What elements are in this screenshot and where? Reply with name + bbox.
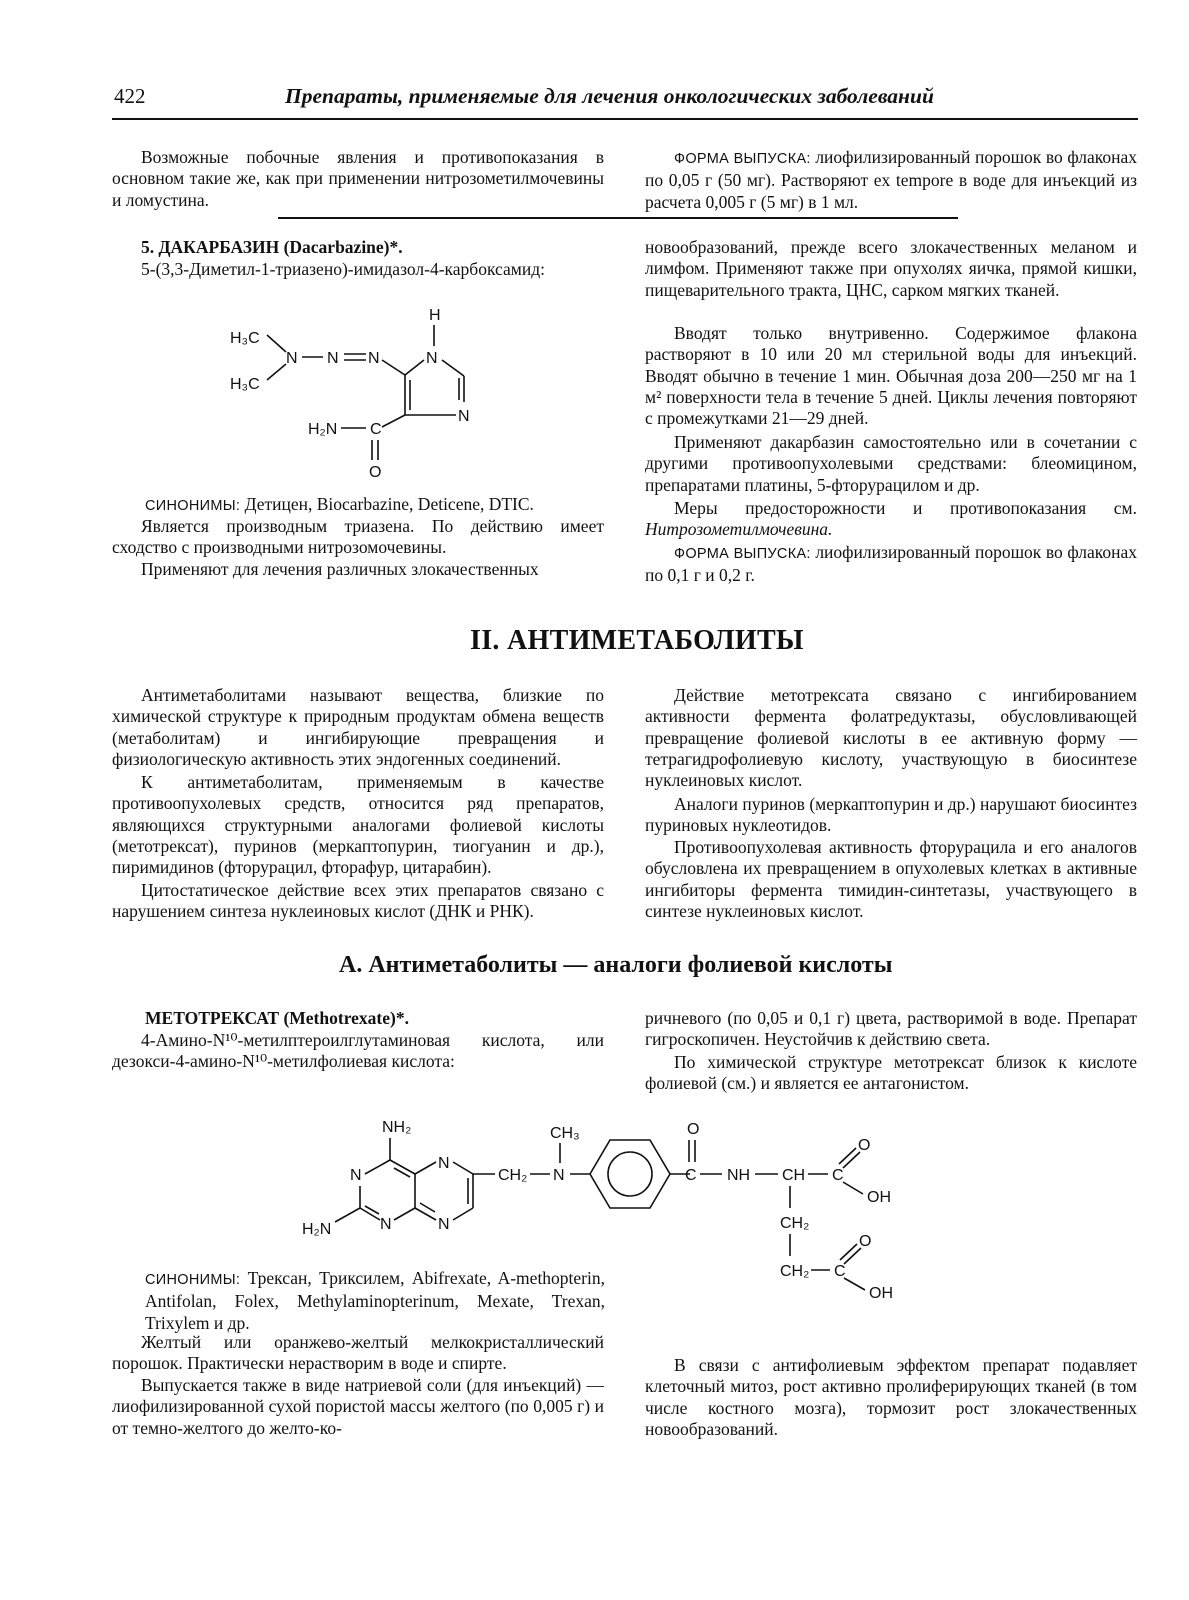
bond — [335, 1208, 360, 1222]
label-n2: N — [327, 350, 339, 367]
label-oh-acid-2: OH — [869, 1285, 893, 1302]
section-left-paragraph-2: К антиметаболитам, применяемым в качестве противоопухолевых средств, относится ряд препаратов, являющихся структурными аналогами фолиевой кислоты (метотрексат), пуринов (меркаптопурин, тиогуанин и др.), пиримидинов (фторурацил, фторафур, цитарабин). — [112, 772, 604, 878]
dacarbazine-structure — [220, 300, 510, 480]
label-h3c-top: H₃C — [230, 330, 260, 347]
methotrexate-chem-name: 4-Амино-N¹⁰-метилптероилглутаминовая кислота, или дезокси-4-амино-N¹⁰-метилфолиевая кислота: — [112, 1030, 604, 1072]
section-title: II. АНТИМЕТАБОЛИТЫ — [470, 625, 804, 656]
bond — [844, 1278, 865, 1290]
methotrexate-right-paragraph-1: ричневого (по 0,05 и 0,1 г) цвета, растворимой в воде. Препарат гигроскопичен. Неустойчив к действию света. — [645, 1008, 1137, 1050]
bond — [267, 364, 286, 380]
methotrexate-right-paragraph-2: По химической структуре метотрексат близок к кислоте фолиевой (см.) и является ее антагонистом. — [645, 1052, 1137, 1094]
precautions-text: Меры предосторожности и противопоказания см. — [674, 498, 1137, 518]
form-text: лиофилизированный порошок во флаконах по 0,1 г и 0,2 г. — [645, 542, 1137, 586]
bond — [394, 1208, 415, 1220]
bond — [840, 1244, 857, 1260]
label-n-ring-1: N — [426, 350, 438, 367]
label-o-acid-2: O — [859, 1233, 872, 1250]
label-ch: CH — [782, 1167, 806, 1184]
header-rule — [112, 118, 1138, 120]
section-left-paragraph-3: Цитостатическое действие всех этих препаратов связано с нарушением синтеза нуклеиновых кислот (ДНК и РНК). — [112, 880, 604, 922]
label-n3: N — [368, 350, 380, 367]
methotrexate-right-paragraph-3: В связи с антифолиевым эффектом препарат подавляет клеточный митоз, рост активно пролиферирующих тканей (в том числе костного мозга), тормозит рост злокачественных новообразований. — [645, 1355, 1137, 1439]
section-right-paragraph-1: Действие метотрексата связано с ингибированием активности фермента фолатредуктазы, обусловливающей превращение фолиевой кислоты в ее активную форму — тетрагидрофолиевую кислоту, участвующую в биосинтезе нуклеиновых кислот. — [645, 685, 1137, 791]
running-title: Препараты, применяемые для лечения онкологических заболеваний — [285, 84, 934, 108]
subsection-title: А. Антиметаболиты — аналоги фолиевой кислоты — [339, 952, 893, 978]
bond — [839, 1148, 856, 1164]
methotrexate-synonyms — [145, 1268, 605, 1334]
label-n1: N — [286, 350, 298, 367]
dacarbazine-synonyms — [145, 494, 605, 517]
bond — [405, 360, 424, 375]
bond — [453, 1208, 473, 1220]
methotrexate-title: МЕТОТРЕКСАТ (Methotrexate)*. — [145, 1008, 409, 1028]
dacarbazine-title: 5. ДАКАРБАЗИН (Dacarbazine)*. — [141, 237, 403, 257]
label-ch2-chain-2: CH₂ — [780, 1263, 810, 1280]
bond — [267, 335, 286, 352]
label-n: N — [380, 1216, 392, 1233]
page-number: 422 — [114, 84, 146, 108]
synonyms-text: Детицен, Biocarbazine, Deticene, DTIC. — [240, 494, 534, 514]
precautions-reference: Нитрозометилмочевина. — [645, 519, 833, 540]
label-o: O — [369, 464, 382, 480]
bond — [442, 360, 464, 376]
label-h3c-bottom: H₃C — [230, 376, 260, 393]
label-ch2: CH₂ — [498, 1167, 528, 1184]
label-c-acid-2: C — [834, 1263, 846, 1280]
label-nh: NH — [727, 1167, 751, 1184]
bond — [453, 1162, 473, 1174]
label-o-acid: O — [858, 1137, 871, 1154]
synonyms-label: СИНОНИМЫ: — [145, 1272, 241, 1288]
bond — [843, 1182, 863, 1194]
bond — [382, 415, 405, 427]
section-left-paragraph-1: Антиметаболитами называют вещества, близкие по химической структуре к природным продуктам обмена веществ (метаболитам) и ингибирующие превращения и физиологическую активность этих эндогенных соединений. — [112, 685, 604, 769]
dacarbazine-chem-name: 5-(3,3-Диметил-1-триазено)-имидазол-4-карбоксамид: — [141, 259, 545, 279]
label-n: N — [350, 1167, 362, 1184]
dacarbazine-form — [645, 542, 1137, 587]
dacarbazine-right-paragraph-4 — [645, 498, 1137, 541]
dacarbazine-paragraph-1: Является производным триазена. По действию имеет сходство с производными нитрозомочевины. — [112, 516, 604, 558]
dacarbazine-right-paragraph-3: Применяют дакарбазин самостоятельно или в сочетании с другими противоопухолевыми средствами: блеомицином, препаратами платины, 5-фторурацилом и др. — [645, 432, 1137, 495]
form-label: ФОРМА ВЫПУСКА: — [674, 546, 811, 562]
form-release-label: ФОРМА ВЫПУСКА: — [674, 151, 811, 167]
synonyms-text: Трексан, Триксилем, Abifrexate, A-methopterin, Antifolan, Folex, Methylaminopterinum, Mexate, Trexan, Trixylem и др. — [145, 1268, 605, 1333]
dacarbazine-right-paragraph-1: новообразований, прежде всего злокачественных меланом и лимфом. Применяют также при опухолях яичка, прямой кишки, пищеварительного тракта, ЦНС, сарком мягких тканей. — [645, 237, 1137, 300]
side-effects-paragraph: Возможные побочные явления и противопоказания в основном такие же, как при применении нитрозометилмочевины и ломустина. — [112, 147, 604, 210]
dacarbazine-paragraph-2: Применяют для лечения различных злокачественных — [141, 559, 539, 579]
bond — [415, 1162, 436, 1174]
label-c: C — [370, 421, 382, 438]
label-oh-acid: OH — [867, 1189, 891, 1206]
form-release-paragraph — [645, 147, 1137, 213]
bond — [844, 1248, 861, 1264]
label-nh2: NH₂ — [382, 1119, 412, 1136]
methotrexate-paragraph-1: Желтый или оранжево-желтый мелкокристаллический порошок. Практически нерастворим в воде и спирте. — [112, 1332, 604, 1374]
label-n: N — [438, 1216, 450, 1233]
label-ch3: CH₃ — [550, 1125, 580, 1142]
benzene-circle — [608, 1152, 652, 1196]
bond — [382, 360, 405, 375]
label-c-acid: C — [832, 1167, 844, 1184]
label-o-amide: O — [687, 1121, 700, 1138]
label-h2n: H₂N — [308, 421, 338, 438]
label-c-amide: C — [685, 1167, 697, 1184]
bond — [420, 1203, 435, 1212]
benzene-ring — [590, 1140, 670, 1208]
section-divider — [278, 217, 958, 219]
label-n-ring-2: N — [458, 408, 470, 425]
form-release-text: лиофилизированный порошок во флаконах по 0,05 г (50 мг). Растворяют ex tempore в воде для инъекций из расчета 0,005 г (5 мг) в 1 мл. — [645, 147, 1137, 212]
bond — [365, 1160, 390, 1174]
label-n: N — [438, 1155, 450, 1172]
bond — [843, 1152, 860, 1168]
section-right-paragraph-3: Противоопухолевая активность фторурацила и его аналогов обусловлена их превращением в опухолевых клетках в активные ингибиторы фермента тимидин-синтетазы, участвующего в синтезе нуклеиновых кислот. — [645, 837, 1137, 921]
label-n-methyl: N — [553, 1167, 565, 1184]
methotrexate-paragraph-2: Выпускается также в виде натриевой соли (для инъекций) — лиофилизированной сухой пористой массы желтого (по 0,005 г) и от темно-желтого до желто-ко- — [112, 1375, 604, 1438]
label-h: H — [429, 307, 441, 324]
synonyms-label: СИНОНИМЫ: — [145, 498, 241, 514]
section-right-paragraph-2: Аналоги пуринов (меркаптопурин и др.) нарушают биосинтез пуриновых нуклеотидов. — [645, 794, 1137, 836]
bond — [360, 1208, 380, 1220]
dacarbazine-right-paragraph-2: Вводят только внутривенно. Содержимое флакона растворяют в 10 или 20 мл стерильной воды для инъекций. Вводят обычно в течение 1 мин. Обычная доза 200—250 мг на 1 м² поверхности тела в течение 5 дней. Циклы лечения повторяют с промежутками 21—29 дней. — [645, 323, 1137, 429]
label-ch2-chain: CH₂ — [780, 1215, 810, 1232]
label-h2n: H₂N — [302, 1221, 332, 1238]
